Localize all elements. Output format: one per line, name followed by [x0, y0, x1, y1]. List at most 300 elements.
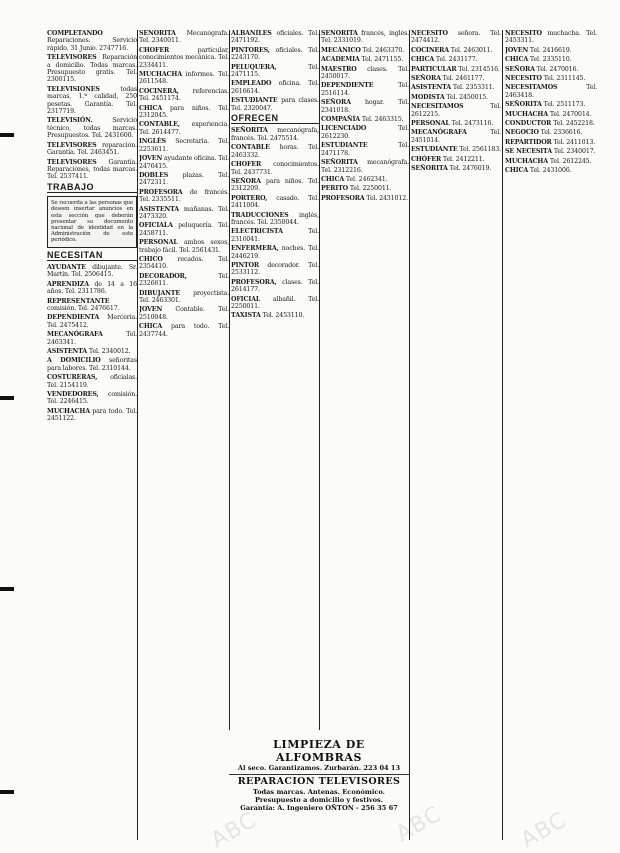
ad-text: francés, inglés. Tel. 2331019. — [321, 30, 409, 45]
ad-lead: MECANÓGRAFA — [411, 129, 467, 137]
classified-ad — [47, 348, 137, 355]
ad-lead: REPARTIDOR — [505, 138, 552, 146]
ad-lead: SEÑORITA — [411, 165, 448, 173]
ad-text: Tel. 2470016. — [536, 65, 579, 73]
ad-lead: SEÑORA — [411, 75, 441, 83]
ad-text: hogar. Tel. 2341018. — [321, 99, 409, 114]
ad-lead: SEÑORITA — [505, 101, 542, 109]
ad-text: reparación. Garantía. Tel. 2463451. — [47, 141, 137, 157]
ad-text: Tel. 2511173. — [543, 101, 586, 109]
ad-text: Tel. 2311145. — [543, 75, 586, 83]
ad-lead: MUCHACHA — [47, 407, 90, 415]
ad-lead: AYUDANTE — [47, 263, 86, 271]
classified-ad — [231, 144, 319, 159]
ad-lead: SEÑORA — [231, 177, 261, 185]
ad-text: Garantía. Reparaciones, todas marcas. Tel. 2537411. — [47, 158, 137, 181]
ad-lead: SEÑORITA — [139, 30, 176, 37]
classified-ad — [231, 228, 319, 243]
ad-text: Tel. 2450015. — [446, 93, 489, 101]
classified-ad — [321, 30, 409, 45]
margin-mark — [0, 133, 14, 137]
ad-text: Tel. 2612245. — [549, 157, 592, 165]
watermark: ABC — [391, 801, 447, 848]
classified-ad — [505, 84, 597, 99]
ad-lead: ALBAÑILES — [231, 30, 272, 37]
ad-lead: SE NECESITA — [505, 148, 552, 156]
ad-text: Tel. 2326611. — [139, 272, 229, 288]
ad-text: Tel. 2416619. — [529, 46, 572, 54]
ad-lead: NECESITO — [505, 75, 542, 83]
ad-lead: CHICO — [139, 255, 163, 263]
banner-title-1: LIMPIEZA DE ALFOMBRAS — [273, 738, 365, 764]
ad-lead: CONTABLE — [231, 144, 270, 152]
ad-lead: ESTUDIANTE — [321, 142, 368, 150]
classified-ad — [505, 111, 597, 118]
classified-ad — [411, 103, 501, 118]
ad-text: mañanas. Tel. 2473320. — [139, 205, 229, 220]
ad-lead: SEÑORA — [505, 65, 535, 73]
ad-lead: CONTABLE, — [139, 121, 180, 129]
classified-ad — [139, 256, 229, 271]
ad-lead: DEPENDIENTE — [321, 82, 374, 90]
ad-lead: ELECTRICISTA — [231, 228, 283, 236]
ad-text: Servicio técnico, todas marcas. Presupuestos. Tel. 2431600. — [47, 117, 137, 140]
ad-text: Tel. 2470014. — [549, 110, 592, 118]
ad-lead: ESTUDIANTE — [411, 146, 458, 154]
classified-ad — [411, 30, 501, 45]
column-rule — [502, 30, 503, 840]
ad-lead: CHICA — [321, 175, 345, 183]
ad-text: muchacha. Tel. 2453311. — [505, 30, 597, 45]
classified-ad — [505, 120, 597, 127]
classified-ad — [231, 279, 319, 294]
ad-lead: PERSONAL — [139, 239, 178, 247]
ad-text: mecanógrafa. Tel. 2312216. — [321, 159, 409, 174]
ad-text: Secretaria. Tel. 2253611. — [139, 138, 229, 153]
classified-ad — [47, 264, 137, 279]
ad-text: casado. Tel. 2411004. — [231, 194, 319, 210]
classified-ad — [139, 206, 229, 221]
classified-ad — [139, 138, 229, 153]
ad-text: Tel. 2471115. — [231, 63, 319, 79]
classified-ad — [321, 116, 409, 123]
section-heading: TRABAJO — [47, 184, 137, 193]
ad-text: Tel. 2250011. — [349, 185, 392, 193]
ad-lead: MECÁNICO — [321, 46, 361, 54]
ad-lead: DIBUJANTE — [139, 289, 180, 297]
ad-lead: APRENDIZA — [47, 280, 89, 288]
ad-lead: PARTICULAR — [411, 65, 457, 73]
classified-ad — [139, 189, 229, 204]
ad-lead: PERITO — [321, 185, 348, 193]
ad-lead: ACADEMIA — [321, 56, 360, 64]
ad-lead: NECESITO — [411, 30, 448, 37]
classified-ad — [505, 47, 597, 54]
classified-ad — [411, 156, 501, 163]
ad-text: Tel. 2452218. — [553, 120, 595, 128]
column-6 — [505, 30, 597, 840]
classified-ad — [139, 155, 229, 170]
ad-lead: DOBLES — [139, 171, 169, 179]
section-heading: OFRECEN — [231, 115, 319, 124]
classified-ad — [411, 120, 501, 127]
classified-ad — [321, 159, 409, 174]
classified-ad — [47, 54, 137, 84]
classified-ad — [231, 64, 319, 79]
classified-ad — [411, 66, 501, 73]
ad-lead: MAESTRO — [321, 65, 357, 73]
ad-text: Tel. 2353311. — [452, 84, 495, 92]
classified-ad — [231, 30, 319, 45]
section-heading: NECESITAN — [47, 252, 137, 261]
classified-ad — [231, 47, 319, 62]
ad-text: Tel. 2316041. — [231, 228, 319, 243]
column-1 — [47, 30, 137, 840]
classified-ad — [231, 127, 319, 142]
ad-text: mecanógrafa, francés. Tel. 2475514. — [231, 127, 319, 142]
classified-ad — [411, 47, 501, 54]
classified-ad — [139, 306, 229, 321]
classified-ad — [321, 82, 409, 97]
ad-text: Tel. 2431006. — [529, 167, 572, 175]
ad-lead: COMPLETANDO — [47, 30, 103, 37]
ad-lead: MUCHACHA — [505, 157, 548, 165]
ad-lead: PINTORES, — [231, 46, 270, 54]
classified-ad — [231, 212, 319, 227]
ad-lead: SEÑORITA — [321, 30, 358, 37]
ad-text: oficialas. Tel. 2154119. — [47, 374, 137, 389]
ad-text: clases. Tel. 2450017. — [321, 65, 409, 81]
ad-text: de francés. Tel. 2335511. — [139, 188, 229, 204]
ad-text: recados. Tel. 2354410. — [139, 255, 229, 271]
classified-ad — [321, 125, 409, 140]
ad-text: señora. Tel. 2474412. — [411, 30, 501, 45]
watermark: ABC — [206, 807, 262, 853]
classified-ad — [47, 298, 137, 313]
ad-lead: DEPENDIENTA — [47, 314, 100, 322]
classified-ad — [47, 331, 137, 346]
ad-lead: MODISTA — [411, 93, 445, 101]
classified-ad — [321, 66, 409, 81]
classified-ad — [139, 47, 229, 69]
ad-lead: NEGOCIO — [505, 129, 539, 137]
ad-lead: MUCHACHA — [505, 110, 548, 118]
ad-lead: SEÑORITA — [321, 159, 358, 167]
ad-lead: MUCHACHA — [139, 71, 182, 79]
classified-ad — [47, 314, 137, 329]
ad-lead: COMPAÑÍA — [321, 116, 361, 124]
classified-ad — [139, 30, 229, 45]
classified-ad — [411, 56, 501, 63]
ad-lead: ASISTENTA — [411, 84, 452, 92]
ad-lead: REPRESENTANTE — [47, 297, 110, 305]
classified-ad — [47, 142, 137, 157]
advert-banner — [229, 738, 409, 812]
ad-text: Mercería. Tel. 2475412. — [47, 314, 137, 329]
classified-ad — [139, 323, 229, 338]
classified-ad — [47, 357, 137, 372]
ad-text: Tel. 2476019. — [449, 165, 492, 173]
ad-text: Contable. Tel. 2510048. — [139, 306, 229, 321]
classified-ad — [411, 165, 501, 172]
classified-ad — [231, 296, 319, 311]
ad-lead: PROFESORA, — [231, 278, 277, 286]
ad-text: Tel. 2411013. — [553, 138, 596, 146]
column-rule — [319, 30, 320, 730]
ad-text: ayudante oficina. Tel. 2476415. — [139, 155, 229, 170]
ad-lead: TELEVISORES — [47, 158, 97, 166]
classified-ad — [231, 245, 319, 260]
classified-ad — [505, 66, 597, 73]
ad-text: para todo. Tel. 2451122. — [47, 407, 137, 423]
ad-lead: PELUQUERA, — [231, 63, 277, 71]
ad-lead: ESTUDIANTE — [231, 97, 278, 105]
column-rule — [137, 30, 138, 840]
classified-ad — [505, 30, 597, 45]
ad-text: Tel. 2463341. — [47, 331, 137, 346]
ad-text: Mecanógrafa. Tel. 2340011. — [139, 30, 229, 45]
ad-text: Tel. 2314516. — [458, 65, 500, 73]
classified-ad — [321, 142, 409, 157]
classified-ad — [505, 148, 597, 155]
ad-text: peluquería. Tel. 2458711. — [139, 222, 229, 237]
ad-text: conocimientos. Tel. 2437731. — [231, 161, 319, 176]
classified-ad — [505, 167, 597, 174]
column-rule — [409, 30, 410, 840]
ad-lead: ENFERMERA, — [231, 245, 279, 253]
ad-lead: TELEVISORES — [47, 141, 97, 149]
ad-text: Tel. 2473116. — [451, 120, 494, 128]
ad-lead: COCINERA, — [139, 87, 179, 95]
classified-ad — [231, 195, 319, 210]
classified-ad — [231, 161, 319, 176]
margin-mark — [0, 790, 14, 794]
classified-ad — [47, 281, 137, 296]
classified-ad — [139, 239, 229, 254]
ad-text: proyectista. Tel. 2463301. — [139, 289, 229, 304]
classified-ad — [139, 290, 229, 305]
classified-ad — [321, 185, 409, 192]
ad-text: Tel. 2463315. — [361, 116, 404, 124]
ad-text: oficiales. Tel. 2471192. — [231, 30, 319, 45]
ad-text: horas. Tel. 2463332. — [231, 144, 319, 159]
ad-text: experiencia. Tel. 2614477. — [139, 121, 229, 136]
classified-ad — [47, 86, 137, 116]
ad-lead: PINTOR — [231, 261, 259, 269]
ad-lead: CHICA — [139, 323, 163, 331]
ad-lead: DECORADOR, — [139, 272, 187, 280]
classified-ad — [139, 105, 229, 120]
ad-lead: SEÑORITA — [231, 127, 268, 135]
ad-lead: LICENCIADO — [321, 125, 367, 133]
ad-text: Tel. 2463011. — [450, 46, 493, 54]
classified-ad — [139, 172, 229, 187]
ad-text: inglés, francés. Tel. 2350044. — [231, 211, 319, 226]
ad-text: señoritas para labores. Tel. 2310144. — [47, 357, 137, 372]
classified-ad — [139, 88, 229, 103]
classified-ad — [505, 158, 597, 165]
classified-ad — [411, 75, 501, 82]
ad-text: Tel. 2463418. — [505, 84, 597, 99]
classified-ad — [231, 262, 319, 277]
classified-ad — [505, 129, 597, 136]
ad-lead: NECESITO — [505, 30, 542, 37]
classified-ad — [231, 97, 319, 112]
ad-lead: TRADUCCIONES — [231, 211, 289, 219]
ad-text: Tel. 2340012. — [88, 348, 131, 356]
ad-text: de 14 a 16 años. Tel. 2311786. — [47, 280, 137, 296]
banner-line-4: Todas marcas. Antenas. Económico. — [253, 788, 385, 796]
ad-text: comisión. Tel. 2476617. — [47, 304, 120, 312]
ad-text: Tel. 2462341. — [345, 175, 388, 183]
classified-ad — [231, 178, 319, 193]
ad-lead: CHOFER — [139, 46, 170, 54]
ad-text: referencias. Tel. 2451174. — [139, 87, 229, 103]
ad-text: albañil. Tel. 2250011. — [231, 295, 319, 310]
classified-ad — [231, 312, 319, 319]
ad-lead: ASISTENTA — [47, 348, 88, 356]
ad-lead: PERSONAL — [411, 120, 450, 128]
ad-text: oficiales. Tel. 2243170. — [231, 46, 319, 62]
ad-text: plazas. Tel. 2472311. — [139, 171, 229, 187]
ad-lead: CHICA — [505, 56, 529, 64]
classified-ad — [47, 374, 137, 389]
ad-lead: OFICIAL — [231, 295, 261, 303]
ad-text: Tel. 2461177. — [442, 75, 485, 83]
classified-ad — [47, 30, 137, 52]
classified-ad — [139, 273, 229, 288]
ad-lead: CHICA — [139, 104, 163, 112]
ad-text: Tel. 2431177. — [435, 56, 478, 64]
ad-text: todas marcas, 1.ª calidad, 250 pesetas. Garantía. Tel. 2317719. — [47, 85, 137, 116]
ad-text: Tel. 2463370. — [362, 46, 405, 54]
ad-lead: TELEVISIÓN. — [47, 117, 93, 125]
ad-lead: PROFESORA — [139, 188, 183, 196]
ad-lead: CHÓFER — [411, 155, 442, 163]
ad-text: comisión. Tel. 2246415. — [47, 391, 137, 406]
ad-text: Tel. 2412211. — [442, 155, 485, 163]
classified-ad — [139, 222, 229, 237]
ad-text: ambos sexos, trabajo fácil. Tel. 2561431. — [139, 239, 229, 254]
classified-ad — [47, 408, 137, 423]
column-4 — [321, 30, 409, 730]
classified-ad — [505, 101, 597, 108]
classified-ad — [505, 75, 597, 82]
ad-lead: INGLÉS — [139, 138, 166, 146]
column-rule — [229, 30, 230, 730]
ad-lead: JOVEN — [139, 155, 163, 163]
ad-text: clases. Tel. 2614177. — [231, 278, 319, 294]
ad-lead: TELEVISORES — [47, 54, 97, 62]
classified-ad — [47, 159, 137, 181]
classified-ad — [411, 146, 501, 153]
ad-lead: JOVEN — [139, 306, 163, 314]
column-5 — [411, 30, 501, 800]
ad-text: Tel. 2612215. — [411, 103, 501, 118]
ad-lead: ASISTENTA — [139, 205, 180, 213]
ad-text: informes. Tel. 2611548. — [139, 71, 229, 86]
ad-lead: COSTURERAS, — [47, 374, 98, 382]
ad-lead: CHICA — [505, 167, 529, 175]
ad-text: para niños. Tel. 2312209. — [231, 177, 319, 193]
classified-ad — [231, 80, 319, 95]
ad-text: oficina. Tel. 2616614. — [231, 80, 319, 95]
classified-ad — [321, 47, 409, 54]
classified-ad — [411, 129, 501, 144]
banner-line-2: Al seco. Garantizamos. Zurbarán. 223 04 13 — [237, 764, 401, 772]
ad-text: Tel. 2612230. — [321, 125, 409, 140]
column-2 — [139, 30, 229, 740]
ad-lead: TELEVISIONES — [47, 85, 100, 93]
ad-text: para todo. Tel. 2437744. — [139, 323, 229, 338]
ad-text: Tel. 2336616. — [540, 129, 583, 137]
classified-ad — [321, 195, 409, 202]
ad-lead: NECESITAMOS — [411, 103, 464, 111]
classified-ad — [139, 121, 229, 136]
ad-text: Reparación a domicilio. Todas marcas. Presupuesto gratis. Tel. 2300115. — [47, 54, 137, 84]
ad-text: decorador. Tel. 2533112. — [231, 261, 319, 277]
ad-text: para clases. Tel. 2320047. — [231, 97, 319, 112]
ad-text: Tel. 2335110. — [529, 56, 572, 64]
ad-text: Tel. 2471155. — [361, 56, 404, 64]
ad-lead: CHOFER — [231, 161, 262, 169]
margin-mark — [0, 587, 14, 591]
classified-ad — [411, 94, 501, 101]
ad-text: para niños. Tel. 2312045. — [139, 104, 229, 120]
classified-ad — [321, 56, 409, 63]
ad-lead: SEÑORA — [321, 99, 351, 107]
classified-ad — [47, 117, 137, 139]
ad-lead: NECESITAMOS — [505, 84, 558, 92]
ad-text: Tel. 2453110. — [262, 312, 305, 320]
ad-text: particular, conocimientos mecánica. Tel. 2334411. — [139, 46, 229, 69]
ad-lead: PORTERO, — [231, 194, 268, 202]
ad-lead: CONDUCTOR — [505, 120, 552, 128]
banner-title-2: REPARACION TELEVISORES — [229, 774, 409, 788]
ad-text: Reparaciones. Servicio rápido. 31 Junio. 2747716. — [47, 37, 137, 52]
classified-ad — [321, 176, 409, 183]
watermark: ABC — [516, 807, 572, 853]
banner-line-5: Presupuesto a domicilio y festivos. — [254, 796, 384, 804]
ad-text: Tel. 2471178. — [321, 142, 409, 157]
notice-box: Se recuerda a las personas que deseen insertar anuncios en esta sección que deberán presentar su documento nacional de identidad en la Administración de este periódico. — [47, 196, 137, 247]
classified-ad — [47, 391, 137, 406]
ad-text: dibujante. Sr. Martín. Tel. 2506415. — [47, 263, 137, 279]
ad-lead: JOVEN — [505, 46, 529, 54]
ad-text: Tel. 2516114. — [321, 82, 409, 97]
classified-ad — [505, 139, 597, 146]
ad-text: Tel. 2431012. — [366, 194, 408, 202]
ad-lead: COCINERA — [411, 46, 449, 54]
ad-lead: CHICA — [411, 56, 435, 64]
classified-ad — [139, 71, 229, 86]
ad-lead: OFICIALA — [139, 222, 173, 230]
ad-lead: VENDEDORES, — [47, 391, 99, 399]
classified-ad — [411, 84, 501, 91]
ad-lead: EMPLEADO — [231, 80, 272, 88]
ad-text: Tel. 2451014. — [411, 129, 501, 144]
ad-text: noches. Tel. 2446219. — [231, 245, 319, 260]
ad-text: Tel. 2340017. — [553, 148, 596, 156]
classified-ad — [321, 99, 409, 114]
margin-mark — [0, 396, 14, 400]
ad-lead: PROFESORA — [321, 194, 365, 202]
ad-lead: MECANÓGRAFA — [47, 331, 103, 339]
column-3 — [231, 30, 319, 730]
ad-lead: TAXISTA — [231, 312, 261, 320]
banner-line-6: Garantía: A. Ingeniero OÑTON - 256 35 67 — [240, 804, 398, 812]
ad-text: Tel. 2561183. — [459, 146, 501, 154]
